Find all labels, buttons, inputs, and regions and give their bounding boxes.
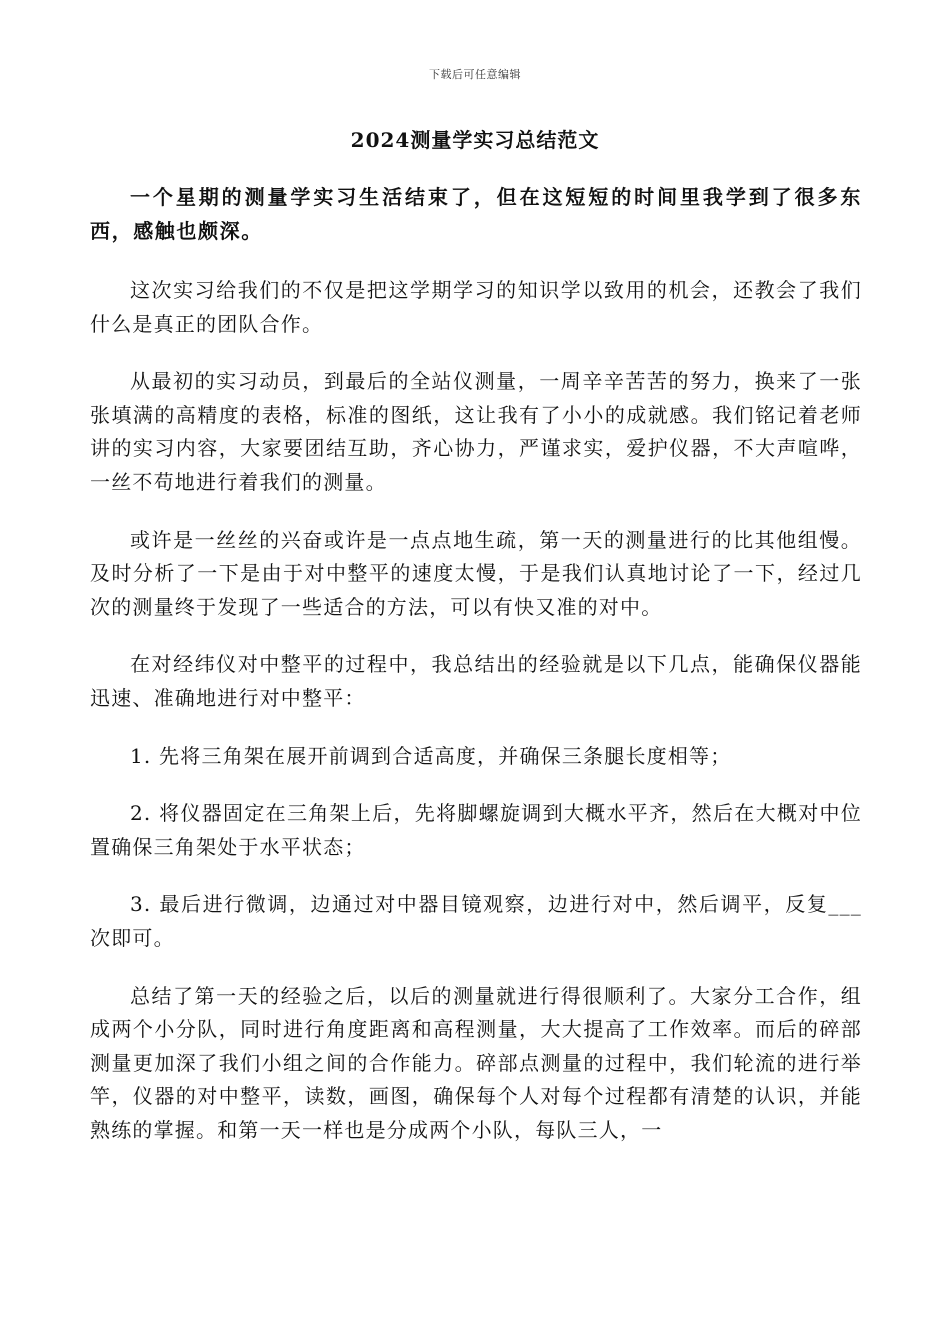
header-note: 下载后可任意编辑 (429, 68, 521, 81)
paragraph-experience-intro: 在对经纬仪对中整平的过程中，我总结出的经验就是以下几点，能确保仪器能迅速、准确地进行对中整平： (90, 652, 862, 710)
document-body (90, 180, 862, 1171)
document-title: 2024测量学实习总结范文 (350, 128, 600, 152)
list-item-step-2: 2. 将仪器固定在三角架上后，先将脚螺旋调到大概水平齐，然后在大概对中位置确保三角架处于水平状态； (90, 801, 862, 859)
paragraph-first-day: 或许是一丝丝的兴奋或许是一点点地生疏，第一天的测量进行的比其他组慢。及时分析了一下是由于对中整平的速度太慢，于是我们认真地讨论了一下，经过几次的测量终于发现了一些适合的方法，可以有快又准的对中。 (90, 527, 862, 619)
paragraph-summary: 总结了第一天的经验之后，以后的测量就进行得很顺利了。大家分工合作，组成两个小分队，同时进行角度距离和高程测量，大大提高了工作效率。而后的碎部测量更加深了我们小组之间的合作能力。碎部点测量的过程中，我们轮流的进行举竿，仪器的对中整平，读数，画图，确保每个人对每个过程都有清楚的认识，并能熟练的掌握。和第一天一样也是分成两个小队，每队三人，一 (90, 983, 862, 1142)
paragraph-achievement: 从最初的实习动员，到最后的全站仪测量，一周辛辛苦苦的努力，换来了一张张填满的高精度的表格，标准的图纸，这让我有了小小的成就感。我们铭记着老师讲的实习内容，大家要团结互助，齐心协力，严谨求实，爱护仪器，不大声喧哗，一丝不苟地进行着我们的测量。 (90, 369, 862, 494)
lead-paragraph: 一个星期的测量学实习生活结束了，但在这短短的时间里我学到了很多东西，感触也颇深。 (90, 185, 862, 243)
list-item-step-1: 1. 先将三角架在展开前调到合适高度，并确保三条腿长度相等； (130, 743, 732, 768)
list-item-step-3: 3. 最后进行微调，边通过对中器目镜观察，边进行对中，然后调平，反复___次即可。 (90, 892, 862, 950)
paragraph-teamwork: 这次实习给我们的不仅是把这学期学习的知识学以致用的机会，还教会了我们什么是真正的团队合作。 (90, 278, 862, 336)
